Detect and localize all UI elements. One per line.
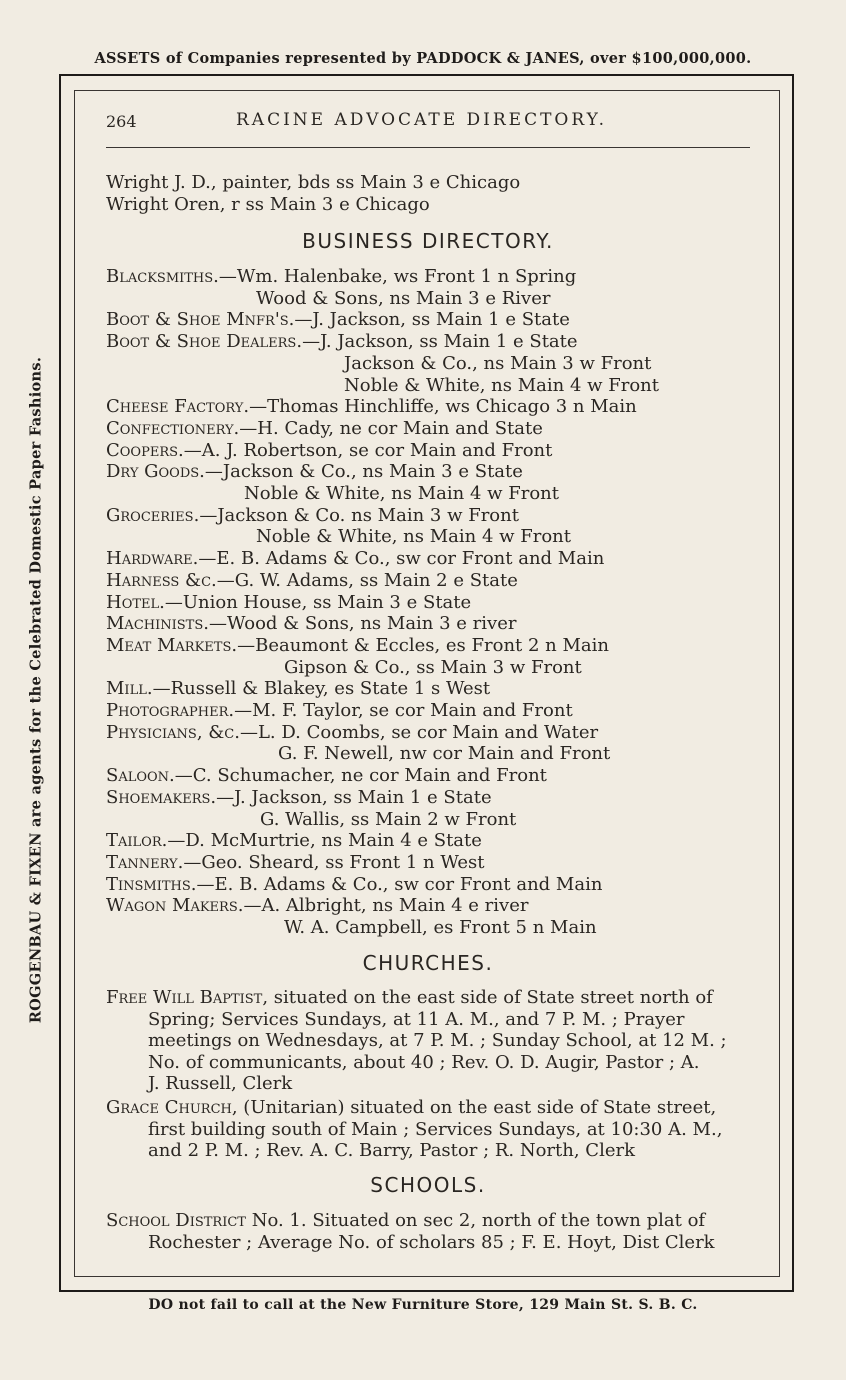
business-category: Wagon Makers. (106, 895, 244, 917)
churches-heading: CHURCHES. (362, 951, 494, 975)
intro-line: Wright Oren, r ss Main 3 e Chicago (106, 194, 430, 215)
business-entry (106, 266, 576, 287)
business-entry (106, 700, 573, 721)
intro-line: Wright J. D., painter, bds ss Main 3 e Chicago (106, 172, 521, 193)
business-listing: G. F. Newell, nw cor Main and Front (278, 743, 611, 765)
business-entry (106, 418, 543, 439)
business-listing: Noble & White, ns Main 4 w Front (344, 374, 660, 396)
side-advertisement-banner: ROGGENBAU & FIXEN are agents for the Celebrated Domestic Paper Fashions. (27, 356, 45, 1024)
entry-name: Grace Church, (106, 1097, 238, 1118)
schools-entry (106, 1210, 752, 1253)
business-entry (106, 830, 482, 851)
business-entry (278, 743, 610, 764)
entry-continuation-line: Spring; Services Sundays, at 11 A. M., and 7 P. M. ; Prayer (148, 1008, 685, 1030)
business-entry (106, 505, 519, 526)
business-entry (106, 787, 492, 808)
business-listing: —M. F. Taylor, se cor Main and Front (234, 700, 573, 721)
business-entry (260, 809, 516, 830)
business-category: Tinsmiths. (106, 873, 197, 895)
business-category: Machinists. (106, 613, 209, 635)
entry-continuation-line: first building south of Main ; Services Sundays, at 10:30 A. M., (148, 1118, 723, 1140)
business-category: Groceries. (106, 504, 200, 526)
business-category: Shoemakers. (106, 786, 217, 808)
entry-name: School District (106, 1210, 246, 1231)
business-entry (106, 678, 490, 699)
business-listing: —H. Cady, ne cor Main and State (239, 417, 543, 439)
business-entry (106, 309, 570, 330)
business-entry (106, 852, 485, 873)
page-header (106, 108, 750, 138)
business-listing: Wood & Sons, ns Main 3 e River (256, 287, 551, 309)
entry-continuation-line: Rochester ; Average No. of scholars 85 ; F. E. Hoyt, Dist Clerk (148, 1231, 715, 1253)
business-listing: —J. Jackson, ss Main 1 e State (302, 331, 578, 353)
entry-continuation-line: and 2 P. M. ; Rev. A. C. Barry, Pastor ; R. North, Clerk (148, 1140, 636, 1162)
business-category: Dry Goods. (106, 461, 205, 483)
business-entry (106, 396, 637, 417)
business-entry (344, 353, 651, 374)
business-entry (256, 288, 550, 309)
schools-heading: SCHOOLS. (370, 1173, 486, 1197)
business-listing: —Russell & Blakey, es State 1 s West (152, 678, 491, 700)
churches-entry (106, 987, 752, 1095)
business-category: Tannery. (106, 851, 184, 873)
business-category: Hardware. (106, 548, 199, 570)
business-listing: —D. McMurtrie, ns Main 4 e State (167, 830, 482, 852)
top-advertisement-banner: ASSETS of Companies represented by PADDOCK & JANES, over $100,000,000. (94, 50, 752, 67)
business-listing: —E. B. Adams & Co., sw cor Front and Main (198, 548, 605, 570)
business-category: Physicians, &c. (106, 721, 240, 743)
business-listing: Noble & White, ns Main 4 w Front (244, 483, 560, 504)
business-category: Photographer. (106, 700, 235, 721)
business-listing: —E. B. Adams & Co., sw cor Front and Main (196, 873, 603, 895)
business-listing: Noble & White, ns Main 4 w Front (256, 526, 572, 548)
business-entry (106, 548, 604, 569)
business-category: Harness &c. (106, 569, 217, 591)
business-entry (244, 483, 559, 504)
business-category: Boot & Shoe Dealers. (106, 331, 303, 353)
business-category: Tailor. (106, 830, 168, 852)
business-listing: —J. Jackson, ss Main 1 e State (294, 309, 570, 331)
business-listing: Gipson & Co., ss Main 3 w Front (284, 656, 582, 678)
business-entry (106, 635, 609, 656)
business-listing: W. A. Campbell, es Front 5 n Main (284, 917, 597, 938)
entry-name: Free Will Baptist, (106, 987, 269, 1008)
entry-continuation-line: No. of communicants, about 40 ; Rev. O. D. Augir, Pastor ; A. (148, 1051, 700, 1073)
business-listing: —Geo. Sheard, ss Front 1 n West (183, 851, 485, 873)
business-category: Blacksmiths. (106, 266, 219, 287)
business-listing: —G. W. Adams, ss Main 2 e State (216, 569, 518, 591)
business-listing: —L. D. Coombs, se cor Main and Water (239, 721, 599, 743)
entry-first-line (106, 1210, 752, 1232)
churches-entry (106, 1097, 752, 1162)
business-entry (106, 722, 598, 743)
business-entry (106, 613, 516, 634)
entry-first-line (106, 1097, 752, 1119)
business-listing: G. Wallis, ss Main 2 w Front (260, 808, 517, 830)
entry-text: (Unitarian) situated on the east side of State street, (237, 1097, 717, 1118)
business-listing: —Union House, ss Main 3 e State (164, 591, 472, 613)
business-entry (106, 592, 471, 613)
business-category: Confectionery. (106, 417, 240, 439)
page-number: 264 (106, 112, 137, 131)
business-entry (106, 570, 518, 591)
entry-text: situated on the east side of State street north of (268, 987, 713, 1008)
entry-continuation-line: meetings on Wednesdays, at 7 P. M. ; Sunday School, at 12 M. ; (148, 1030, 727, 1052)
business-category: Meat Markets. (106, 634, 238, 656)
business-category: Cheese Factory. (106, 396, 250, 418)
business-category: Hotel. (106, 591, 165, 613)
business-entry (106, 874, 602, 895)
page-title: RACINE ADVOCATE DIRECTORY. (236, 110, 608, 130)
business-entry (106, 765, 547, 786)
business-category: Saloon. (106, 765, 175, 787)
business-entry (106, 331, 578, 352)
business-directory-heading: BUSINESS DIRECTORY. (302, 229, 554, 253)
business-entry (284, 917, 597, 938)
business-entry (284, 657, 582, 678)
business-listing: —Jackson & Co., ns Main 3 e State (204, 461, 523, 483)
header-divider (106, 147, 750, 148)
entry-first-line (106, 987, 752, 1009)
business-category: Boot & Shoe Mnfr's. (106, 309, 295, 331)
business-listing: —Beaumont & Eccles, es Front 2 n Main (237, 634, 609, 656)
business-entry (256, 526, 571, 547)
business-entry (106, 440, 552, 461)
business-listing: —Thomas Hinchliffe, ws Chicago 3 n Main (249, 396, 637, 418)
business-entry (106, 895, 528, 916)
business-entry (344, 375, 659, 396)
business-listing: —Wood & Sons, ns Main 3 e river (208, 613, 517, 635)
business-listing: —A. Albright, ns Main 4 e river (243, 895, 529, 917)
business-listing: Jackson & Co., ns Main 3 w Front (344, 352, 652, 374)
bottom-advertisement-banner: DO not fail to call at the New Furniture Store, 129 Main St. S. B. C. (148, 1297, 698, 1313)
entry-text: No. 1. Situated on sec 2, north of the town plat of (245, 1210, 706, 1231)
business-listing: —J. Jackson, ss Main 1 e State (216, 786, 492, 808)
business-entry (106, 461, 523, 482)
business-listing: —A. J. Robertson, se cor Main and Front (183, 439, 553, 461)
business-listing: —Wm. Halenbake, ws Front 1 n Spring (218, 266, 577, 287)
business-category: Coopers. (106, 439, 184, 461)
business-listing: —C. Schumacher, ne cor Main and Front (174, 765, 547, 787)
business-category: Mill. (106, 678, 153, 700)
entry-continuation-line: J. Russell, Clerk (148, 1073, 293, 1095)
business-listing: —Jackson & Co. ns Main 3 w Front (199, 504, 519, 526)
